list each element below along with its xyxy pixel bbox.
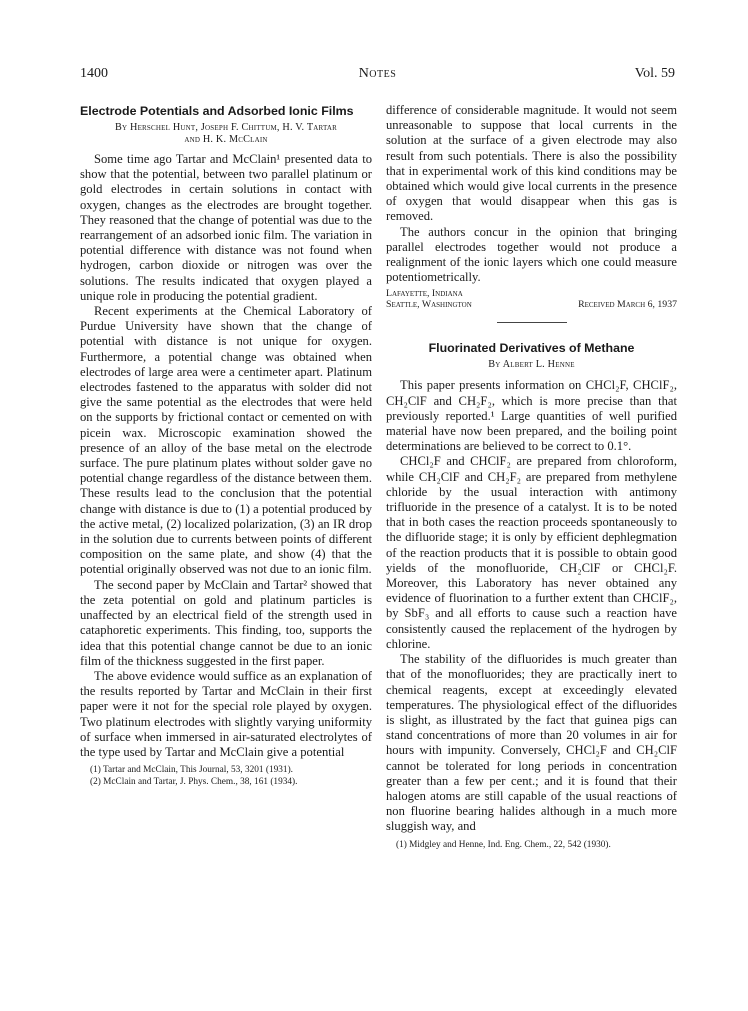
received-date: Received March 6, 1937 [578, 299, 677, 311]
article2-footnotes [386, 840, 677, 852]
article1-paragraph: The above evidence would suffice as an explanation of the results reported by Tartar and McClain in their first paper were it not for the special role played by oxygen. Two platinum electrodes with slightly varying uniformity of surface when immersed in air-saturated electrolytes of the type used by Tartar and McClain give a potential [80, 668, 372, 759]
page-header [80, 66, 675, 86]
article2-paragraph: The stability of the difluorides is much greater than that of the monofluorides; they are practically inert to chemical reagents, except at exceedingly elevated temperatures. The physiological effect of the difluorides is slight, as illustrated by the fact that guinea pigs can stand concentrations of more than 20 volumes in air for hours with impunity. Conversely, CHCl₂F and CH₂ClF cannot be tolerated for long periods in concentration greater than a few per cent.; and it is found that their halogen atoms are still capable of the usual reactions of non fluorine bearing halides although in a much more sluggish way, and [386, 652, 677, 834]
article1-footnotes [80, 765, 372, 788]
article1-authors-line1: By Herschel Hunt, Joseph F. Chittum, H. V. Tartar [115, 122, 337, 133]
article2-author: By Albert L. Henne [488, 359, 575, 371]
footnote: (1) Tartar and McClain, This Journal, 53, 3201 (1931). [90, 765, 293, 776]
article1-paragraph: The second paper by McClain and Tartar² showed that the zeta potential on gold and platinum particles is unaffected by an electrical field of the strength used in cataphoretic experiments. This finding, too, supports the idea that this potential change cannot be due to an ionic film of the thickness suggested in the first paper. [80, 577, 372, 668]
article-divider [497, 322, 567, 323]
article2-title: Fluorinated Derivatives of Methane [428, 341, 635, 356]
article1-authors-line2: and H. K. McClain [184, 134, 268, 145]
article1-paragraph: The authors concur in the opinion that bringing parallel electrodes together would not produce a realignment of the ionic layers which one could measure potentiometrically. [386, 224, 677, 285]
volume-label: Vol. 59 [634, 66, 675, 81]
article1-title: Electrode Potentials and Adsorbed Ionic Films [80, 104, 354, 118]
footnote: (1) Midgley and Henne, Ind. Eng. Chem., 22, 542 (1930). [396, 839, 611, 850]
article1-continuation: difference of considerable magnitude. It would not seem unreasonable to suppose that local currents in the solution at the surface of a given electrode may also result from such potentials. There is also the possibility that in experimental work of this kind conditions may be obtained which would give local currents in the presence of oxygen that would disappear when this gas is removed. [386, 103, 677, 224]
signature-place-2: Seattle, Washington [386, 299, 472, 311]
article1-paragraph: Some time ago Tartar and McClain¹ presented data to show that the potential, between two parallel platinum or gold electrodes in certain solutions in contact with oxygen, changes as the electrodes are brought together. They reasoned that the change of potential was due to the rearrangement of an adsorbed ionic film. The variation in potential difference with distance was not found when hydrogen, carbon dioxide or nitrogen was over the solutions. The results indicated that oxygen played a unique role in producing the potential gradient. [80, 152, 372, 303]
article2-paragraph: This paper presents information on CHCl₂F, CHClF₂, CH₂ClF and CH₂F₂, which is more precise than that previously reported.¹ Large quantities of well purified material have now been prepared, and the boiling point determinations are believed to be correct to 0.1°. [386, 378, 677, 454]
left-column [80, 103, 372, 788]
article1-signature [386, 288, 677, 312]
page-number: 1400 [80, 66, 108, 81]
footnote: (2) McClain and Tartar, J. Phys. Chem., 38, 161 (1934). [90, 776, 298, 787]
article1-authors [80, 122, 372, 146]
section-title: Notes [358, 66, 397, 81]
right-column [386, 103, 677, 851]
article1-paragraph: Recent experiments at the Chemical Laboratory of Purdue University have shown that the change of potential with distance is not unique for oxygen. Furthermore, a potential change was obtained when electrodes of large area were a centimeter apart. Platinum electrodes fastened to the apparatus with solder did not give the same potential as the electrodes that were held on the supports by frictional contact or cemented on with picein wax. Microscopic examination showed the presence of an alloy of the base metal on the electrode surface. The pure platinum plates without solder gave no potential change regardless of the distance between them. These results lead to the conclusion that the potential change with distance is due to (1) a potential produced by the active metal, (2) localized polarization, (3) an IR drop in the solution due to currents between points of different composition on the same plate, and show (4) that the potential originally observed was not due to an ionic film. [80, 304, 372, 577]
signature-place-1: Lafayette, Indiana [386, 288, 463, 300]
article2-paragraph: CHCl₂F and CHClF₂ are prepared from chloroform, while CH₂ClF and CH₂F₂ are prepared from methylene chloride by the usual interaction with antimony trifluoride in the presence of a catalyst. It is to be noted that in both cases the reaction proceeds spontaneously to the difluoride stage; it is only by efficient dephlegmation of the reaction products that it is possible to obtain good yields of the monofluoride, CH₂ClF or CHCl₂F. Moreover, this Laboratory has never obtained any evidence of fluorination to a further extent than CHClF₂, by SbF₃ and all efforts to cause such a reaction have consistently caused the replacement of the hydrogen by chlorine. [386, 454, 677, 651]
